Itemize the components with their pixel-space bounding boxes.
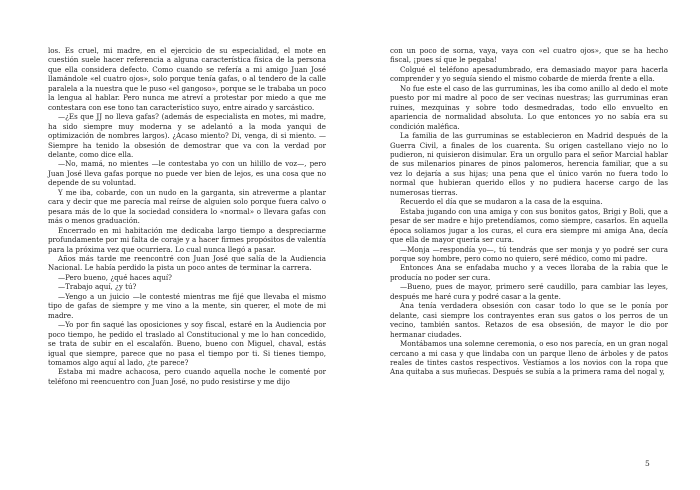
paragraph: —Monja —respondía yo—, tú tendrás que ser monja y yo podré ser cura porque soy hombre, pero como no quiero, seré médico, como mi padre.: [390, 244, 668, 263]
paragraph: —Bueno, pues de mayor, primero seré caudillo, para cambiar las leyes, después me haré cura y podré casar a la gente.: [390, 282, 668, 301]
paragraph: Colgué el teléfono apesadumbrado, era demasiado mayor para hacerla comprender y yo seguía siendo el mismo cobarde de mierda frente a ella.: [390, 64, 668, 84]
paragraph: Estaba jugando con una amiga y con sus bonitos gatos, Brigi y Boli, que a pesar de ser madre e hijo pretendíamos, como siempre, casarlos. En aquella época soliamos jugar a los curas, el cura era siempre mi amiga Ana, decía que ella de mayor quería ser cura.: [390, 206, 668, 245]
paragraph: —Yo por fin saqué las oposiciones y soy fiscal, estaré en la Audiencia por poco tiempo, he pedido el traslado al Constitucional y me lo han concedido, se trata de subir en el escalafón. Bueno, bueno con Miguel, chaval, estás igual que siempre, parece que no pasa el tiempo por ti. Si tienes tiempo, tomamos algo aquí al lado, ¿te parece?: [48, 320, 326, 367]
paragraph: Estaba mi madre achacosa, pero cuando aquella noche le comenté por teléfono mi reencuentro con Juan José, no pudo resistirse y me dijo: [48, 367, 326, 386]
paragraph: —Trabajo aquí, ¿y tú?: [58, 282, 137, 292]
paragraph: —Yengo a un juicio —le contesté mientras me fijé que llevaba el mismo tipo de gafas de siempre y me vino a la mente, sin querer, el mote de mi madre.: [48, 291, 326, 320]
paragraph: Montábamos una solemne ceremonia, o eso nos parecía, en un gran nogal cercano a mi casa y que lindaba con un parque lleno de árboles y de patos reales de tintes castos respectivos. Vestíamos a los novios con la ropa que Ana quitaba a sus muñecas. Después se subía a la primera rama del nogal y,: [390, 339, 668, 377]
paragraph: Y me iba, cobarde, con un nudo en la garganta, sin atreverme a plantar cara y decir que me parecía mal reírse de alguien solo porque fuera calvo o pesara más de lo que la sociedad considera lo «normal» o llevara gafas con más o menos graduación.: [48, 187, 326, 226]
paragraph: Años más tarde me reencontré con Juan José que salía de la Audiencia Nacional. Le había perdido la pista un poco antes de terminar la carrera.: [48, 253, 326, 273]
paragraph: —No, mamá, no mientes —le contestaba yo con un hilillo de voz—, pero Juan José lleva gafas porque no puede ver bien de lejos, es una cosa que no depende de su voluntad.: [48, 159, 326, 188]
left-text-column: [48, 46, 326, 386]
paragraph: Recuerdo el día que se mudaron a la casa de la esquina.: [400, 197, 603, 207]
paragraph: Encerrado en mi habitación me dedicaba largo tiempo a despreciarme profundamente por mi falta de coraje y a hacer firmes propósitos de valentía para la próxima vez que ocurriera. Lo cual nunca llegó a pasar.: [48, 225, 326, 254]
paragraph: los. Es cruel, mi madre, en el ejercicio de su especialidad, el mote en cuestión suele hacer referencia a alguna característica física de la persona que ella considera defecto. Como cuando se refería a mi amigo Juan José llamándole «el cuatro ojos», solo porque tenía gafas, o al tendero de la calle paralela a la nuestra que le puso «el gangoso», porque se le trababa un poco la lengua al hablar. Pero nunca me atreví a protestar por miedo a que me contestara con ese tono tan característico suyo, entre airado y sarcástico.: [48, 46, 326, 112]
paragraph: —¿Es que JJ no lleva gafas? (además de especialista en motes, mi madre, ha sido siempre muy moderna y se adelantó a la moda yanqui de optimización de nombres largos). ¿Acaso miento? Di, venga, di si miento. —Siempre ha tenido la obsesión de demostrar que va con la verdad por delante, como dice ella.: [48, 112, 326, 159]
paragraph: Entonces Ana se enfadaba mucho y a veces lloraba de la rabia que le producía no poder ser cura.: [390, 263, 668, 282]
right-text-column: [390, 46, 668, 377]
paragraph: Ana tenía verdadera obsesión con casar todo lo que se le ponía por delante, casi siempre los contrayentes eran sus gatos o los perros de un vecino, también santos. Retazos de esa obsesión, de mayor le dio por hermanar ciudades.: [390, 301, 668, 339]
paragraph: —Pero bueno, ¿qué haces aquí?: [58, 272, 172, 282]
paragraph: No fue este el caso de las gurruminas, les iba como anillo al dedo el mote puesto por mi madre al poco de ser vecinas nuestras; las gurruminas eran ruines, mezquinas y sobre todo desmedradas, todo ello envuelto en apariencia de normalidad absoluta. Lo que entonces yo no sabía era su condición maléfica.: [390, 83, 668, 131]
paragraph: con un poco de sorna, vaya, vaya con «el cuatro ojos», que se ha hecho fiscal, ¡pues sí que le pegaba!: [390, 46, 668, 65]
paragraph: La familia de las gurruminas se establecieron en Madrid después de la Guerra Civil, a finales de los cuarenta. Su origen castellano viejo no lo pudieron, ni quisieron disimular. Era un orgullo para el señor Marcial hablar de sus milenarios pinares de pinos palomeros, herencia familiar, que a su vez lo dejaría a sus hijas; una pena que el único varón no fuera todo lo normal que hubieran querido ellos y no pudiera hacerse cargo de las numerosas tierras.: [390, 131, 668, 197]
page-number: 5: [645, 459, 650, 468]
